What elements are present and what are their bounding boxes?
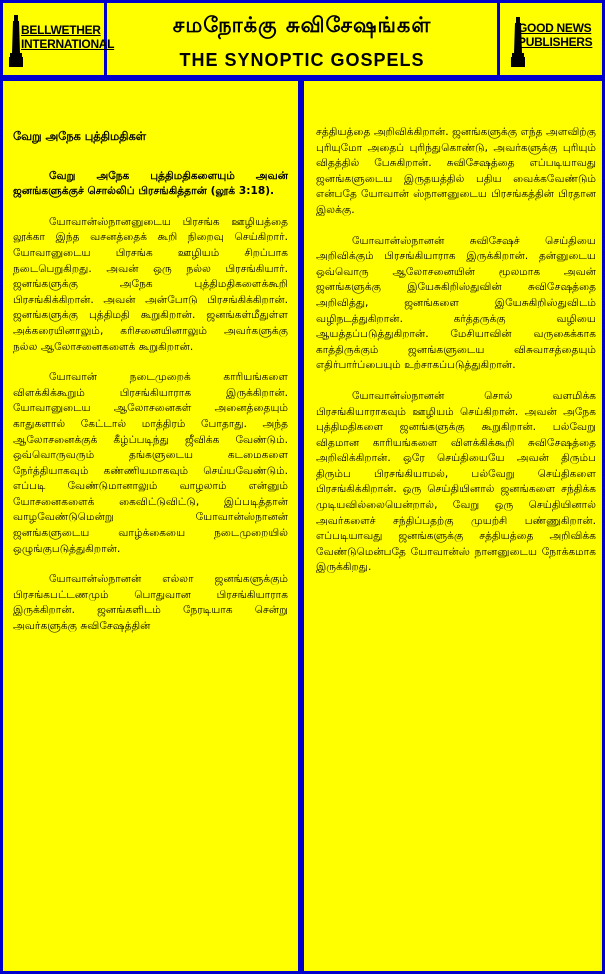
logo-text (518, 21, 592, 49)
page-title-tamil: சமநோக்கு சுவிசேஷங்கள் (172, 13, 432, 37)
logo-line-2: INTERNATIONAL (21, 37, 115, 51)
paragraph: சத்தியத்தை அறிவிக்கிறான். ஜனங்களுக்கு எந்த அளவிற்கு புரியுமோ அதைப் புரிந்துகொண்டு, அவர்களுக்கு புரியும் விதத்தில் பேசுகிறான். சுவிசேஷத்தை எப்படியாவது ஜனங்களுடைய இருதயத்தில் பதிய வைக்கவேண்டும் என்பதே யோவான் ஸ்நானனுடைய பிரசங்கத்தின் பிரதான இலக்கு. (316, 126, 596, 216)
right-column (301, 78, 605, 974)
content-columns (0, 78, 605, 974)
logo-line-2: PUBLISHERS (518, 35, 593, 49)
paragraph: யோவான் நடைமுறைக் காரியங்களை விளக்கிக்கூறும் பிரசங்கியாராக இருக்கிறான். யோவானுடைய ஆலோசனைகள் அனைத்தையும் காதுகளால் கேட்டால் மாத்திரம் போதாது. அந்த ஆலோசனைக்குக் கீழ்ப்படிந்து ஜீவிக்க வேண்டும். ஒவ்வொருவரும் தங்களுடைய கடமைகளை நேர்த்தியாகவும் கண்ணியமாகவும் செய்யவேண்டும். எப்படி வேண்டுமானாலும் வாழலாம் என்னும் யோசனைகளைக் கைவிட்டுவிட்டு, இப்படித்தான் வாழவேண்டுமென்று யோவான்ஸ்நானன் ஜனங்களுடைய வாழ்க்கையை நடைமுறையில் ஒழுங்குபடுத்துகிறான். (13, 371, 288, 555)
section-heading: வேறு அநேக புத்திமதிகள் (13, 129, 147, 143)
bellwether-logo (0, 0, 115, 78)
left-column-text (13, 87, 288, 650)
left-column (0, 78, 301, 974)
logo-text (21, 23, 114, 51)
right-column-text (316, 125, 596, 591)
paragraph: யோவான்ஸ்நானனுடைய பிரசங்க ஊழியத்தை லூக்கா இந்த வசனத்தைக் கூறி நிறைவு செய்கிறார். யோவானுடைய பிரசங்க ஊழியம் சிறப்பாக நடைபெறுகிறது. அவன் ஒரு நல்ல பிரசங்கியார். ஜனங்களுக்கு அநேக புத்திமதிகளைக்கூறி பிரசங்கிக்கிறான். அவன் அன்போடு பிரசங்கிக்கிறான். ஜனங்களுக்கு புத்திமதி கூறுகிறான். ஜனங்கள்மீதுள்ள அக்கரையினாலும், கரிசனையினாலும் அவர்களுக்கு நல்ல ஆலோசனைகளைக் கூறுகிறான். (13, 215, 288, 353)
title-banner (107, 0, 497, 78)
logo-line-1: BELLWETHER (21, 23, 101, 37)
paragraph: யோவான்ஸ்நானன் சுவிசேஷச் செய்தியை அறிவிக்கும் பிரசங்கியாராக இருக்கிறான். தன்னுடைய ஒவ்வொரு ஆலோசனையின் மூலமாக அவன் ஜனங்களுக்கு இயேசுகிறிஸ்துவின் சுவிசேஷத்தை அறிவித்து, ஜனங்களை இயேசுகிறிஸ்துவிடம் வழிநடத்துகிறான். கர்த்தருக்கு வழியை ஆயத்தப்படுத்துகிறான். மேசியாவின் வருகைக்காக காத்திருக்கும் ஜனங்களுடைய விசுவாசத்தையும் எதிர்பார்ப்பையும் உற்சாகப்படுத்துகிறான். (316, 234, 596, 372)
logo-line-1: GOOD NEWS (518, 21, 592, 35)
paragraph: யோவான்ஸ்நானன் எல்லா ஜனங்களுக்கும் பிரசங்கபட்டணமும் பொதுவான பிரசங்கியாராக இருக்கிறான். ஜனங்களிடம் நேரடியாக சென்று அவர்களுக்கு சுவிசேஷத்தின் (13, 573, 288, 633)
page-header (0, 0, 605, 78)
page-title-english: THE SYNOPTIC GOSPELS (179, 50, 425, 70)
lead-verse: வேறு அநேக புத்திமதிகளையும் அவன் ஜனங்களுக்குச் சொல்லிப் பிரசங்கித்தான் (லூக் 3:18). (13, 169, 288, 198)
good-news-logo (497, 0, 605, 78)
paragraph: யோவான்ஸ்நானன் சொல் வளமிக்க பிரசங்கியாராகவும் ஊழியம் செய்கிறான். அவன் அநேக புத்திமதிகளை ஜனங்களுக்கு கூறுகிறான். பல்வேறு விதமான காரியங்களை விளக்கிக்கூறி சுவிசேஷத்தை அறிவிக்கிறான். ஒரே செய்தியையே அவன் திரும்ப திரும்ப பிரசங்கியாமல், பல்வேறு செய்திகளை பிரசங்கிக்கிறான். ஒரு செய்தியினால் ஜனங்களை சந்திக்க முடியவில்லையென்றால், வேறு ஒரு செய்தியினால் அவர்களைச் சந்திப்பதற்கு முயற்சி பண்ணுகிறான். எப்படியாவது ஜனங்களுக்கு சத்தியத்தை அறிவிக்க வேண்டுமென்பதே யோவான்ஸ் நானனுடைய நோக்கமாக இருக்கிறது. (316, 389, 596, 574)
